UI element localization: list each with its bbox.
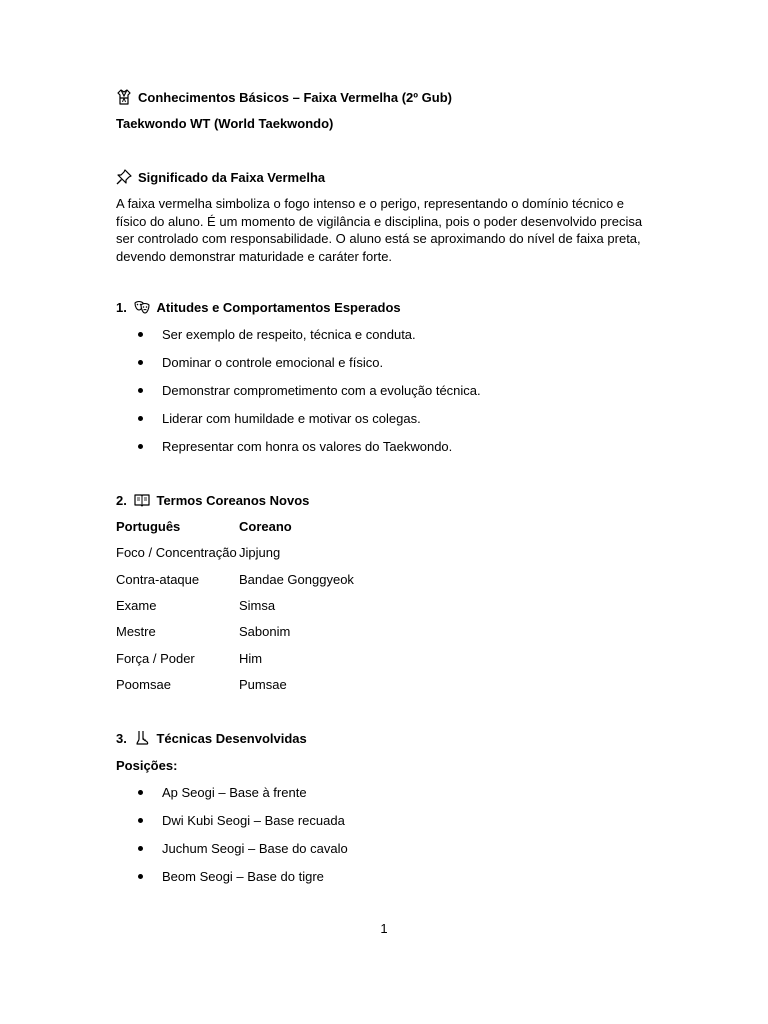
- cell-korean: Sabonim: [239, 624, 291, 639]
- cell-korean: Him: [239, 651, 263, 666]
- foot-icon: [134, 730, 150, 746]
- bullet-dot: [138, 790, 143, 795]
- pushpin-icon: [116, 169, 132, 185]
- section2-number: 2.: [116, 493, 127, 508]
- column-header-portuguese: Português: [116, 519, 181, 534]
- cell-korean: Simsa: [239, 598, 276, 613]
- cell-portuguese: Força / Poder: [116, 651, 195, 666]
- section2-heading-text: Termos Coreanos Novos: [156, 493, 310, 508]
- document-title: [116, 89, 452, 106]
- section1-heading: [116, 299, 401, 316]
- cell-portuguese: Poomsae: [116, 677, 171, 692]
- cell-korean: Bandae Gonggyeok: [239, 572, 354, 587]
- cell-korean: Jipjung: [239, 545, 281, 560]
- section3-number: 3.: [116, 731, 127, 746]
- paragraph-line: A faixa vermelha simboliza o fogo intenso e o perigo, representando o domínio técnico e: [116, 196, 625, 211]
- meaning-heading: [116, 169, 325, 186]
- list-item-text: Dominar o controle emocional e físico.: [162, 355, 384, 370]
- page-number: 1: [380, 921, 388, 936]
- meaning-heading-text: Significado da Faixa Vermelha: [138, 170, 326, 185]
- paragraph-line: devendo demonstrar maturidade e caráter forte.: [116, 248, 393, 264]
- section1-heading-text: Atitudes e Comportamentos Esperados: [156, 300, 401, 315]
- list-item-text: Demonstrar comprometimento com a evolução técnica.: [162, 383, 481, 398]
- section1-number: 1.: [116, 300, 127, 315]
- document-subtitle: Taekwondo WT (World Taekwondo): [116, 116, 334, 131]
- section3-heading-text: Técnicas Desenvolvidas: [156, 731, 307, 746]
- bullet-dot: [138, 360, 143, 365]
- cell-portuguese: Contra-ataque: [116, 572, 200, 587]
- bullet-dot: [138, 818, 143, 823]
- list-item-text: Juchum Seogi – Base do cavalo: [162, 841, 348, 856]
- section2-heading: [116, 492, 309, 509]
- section3-subheading: Posições:: [116, 758, 178, 773]
- bullet-dot: [138, 388, 143, 393]
- list-item-text: Dwi Kubi Seogi – Base recuada: [162, 813, 345, 828]
- open-book-icon: [134, 492, 150, 508]
- list-item-text: Beom Seogi – Base do tigre: [162, 869, 324, 884]
- masks-icon: [134, 299, 150, 315]
- bullet-dot: [138, 444, 143, 449]
- paragraph-line: ser controlado com responsabilidade. O aluno está se aproximando do nível de faixa preta,: [116, 231, 641, 246]
- cell-portuguese: Foco / Concentração: [116, 545, 237, 560]
- column-header-korean: Coreano: [239, 519, 292, 534]
- bullet-dot: [138, 332, 143, 337]
- list-item-text: Ser exemplo de respeito, técnica e conduta.: [162, 327, 416, 342]
- cell-korean: Pumsae: [239, 677, 287, 692]
- martial-arts-uniform-icon: [116, 89, 132, 105]
- list-item-text: Ap Seogi – Base à frente: [162, 785, 307, 800]
- section3-heading: [116, 730, 307, 747]
- bullet-dot: [138, 874, 143, 879]
- meaning-paragraph: [116, 195, 656, 265]
- bullet-dot: [138, 416, 143, 421]
- list-item-text: Representar com honra os valores do Taekwondo.: [162, 439, 453, 454]
- cell-portuguese: Mestre: [116, 624, 156, 639]
- paragraph-line: físico do aluno. É um momento de vigilância e disciplina, pois o poder desenvolvido precisa: [116, 213, 643, 229]
- title-text: Conhecimentos Básicos – Faixa Vermelha (2º Gub): [138, 90, 452, 105]
- cell-portuguese: Exame: [116, 598, 157, 613]
- bullet-dot: [138, 846, 143, 851]
- list-item-text: Liderar com humildade e motivar os colegas.: [162, 411, 421, 426]
